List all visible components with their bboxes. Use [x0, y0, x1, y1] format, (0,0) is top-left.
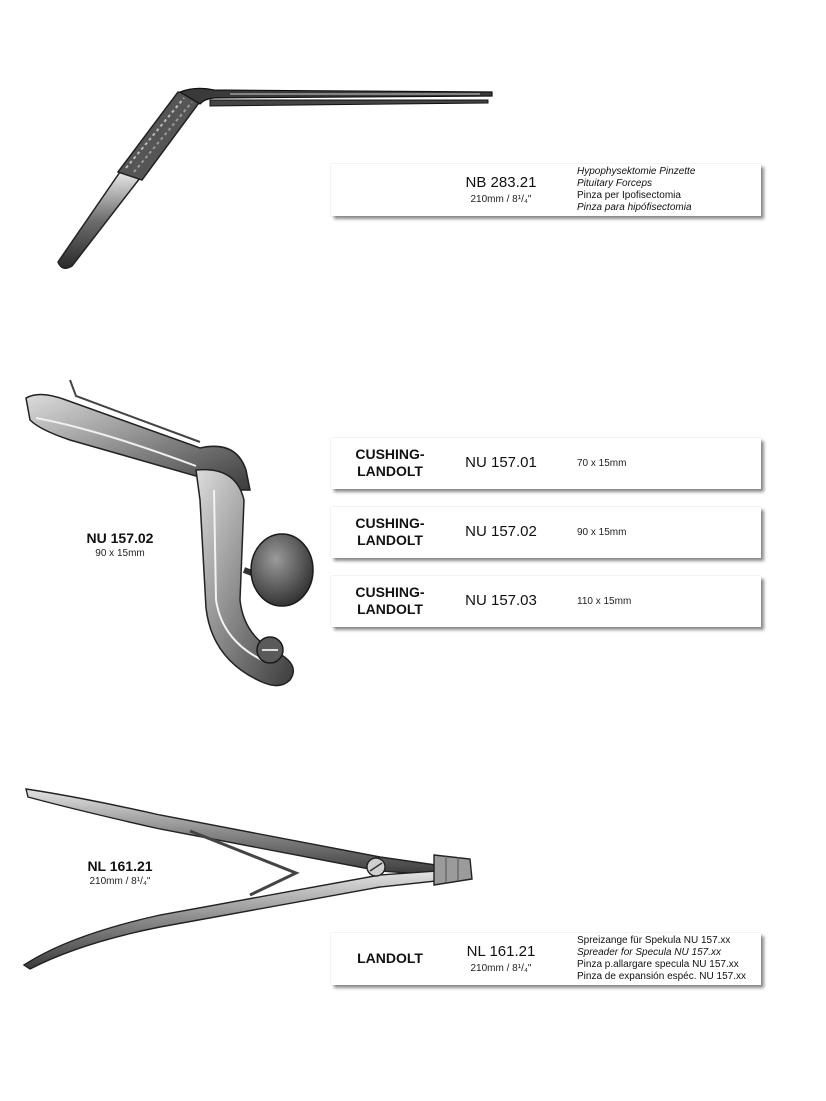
side-label-nl-161-21	[60, 858, 180, 887]
product-size: 210mm / 8¹/₄"	[470, 963, 532, 974]
product-code: NU 157.02	[465, 523, 537, 540]
side-label-size: 210mm / 8¹/₄"	[89, 876, 151, 887]
description-es: Pinza de expansión espéc. NU 157.xx	[577, 971, 746, 982]
product-info-bar-nu-157-03	[331, 576, 761, 627]
product-descriptions	[577, 166, 695, 214]
description-it: Pinza per Ipofisectomia	[577, 190, 681, 201]
product-descriptions	[577, 935, 746, 983]
brand-name	[331, 446, 449, 480]
product-info-bar-nu-157-01	[331, 438, 761, 489]
product-size: 210mm / 8¹/₄"	[470, 194, 532, 205]
description-de: Hypophysektomie Pinzette	[577, 166, 696, 177]
brand-line-1: CUSHING-	[355, 584, 425, 600]
side-label-size: 90 x 15mm	[95, 548, 145, 559]
side-label-code: NU 157.02	[86, 530, 154, 546]
description-it: Pinza p.allargare specula NU 157.xx	[577, 959, 739, 970]
brand-line-2: LANDOLT	[357, 601, 423, 617]
product-info-bar-nl-161-21	[331, 933, 761, 985]
product-size: 70 x 15mm	[577, 458, 627, 469]
brand-line-1: CUSHING-	[355, 446, 425, 462]
product-size: 90 x 15mm	[577, 527, 627, 538]
description-en: Spreader for Specula NU 157.xx	[577, 947, 721, 958]
brand-line-1: CUSHING-	[355, 515, 425, 531]
product-info-bar-nb-283-21	[331, 164, 761, 216]
brand-name: LANDOLT	[357, 950, 423, 966]
brand-name	[331, 515, 449, 549]
brand-line-2: LANDOLT	[357, 532, 423, 548]
side-label-code: NL 161.21	[87, 858, 153, 874]
description-es: Pinza para hipófisectomia	[577, 202, 692, 213]
product-code: NU 157.01	[465, 454, 537, 471]
brand-line-2: LANDOLT	[357, 463, 423, 479]
product-code: NU 157.03	[465, 592, 537, 609]
pituitary-forceps-image	[0, 0, 826, 300]
product-size: 110 x 15mm	[577, 596, 632, 607]
product-code: NB 283.21	[465, 174, 537, 191]
product-code: NL 161.21	[466, 943, 536, 960]
side-label-nu-157-02	[60, 530, 180, 559]
product-info-bar-nu-157-02	[331, 507, 761, 558]
description-de: Spreizange für Spekula NU 157.xx	[577, 935, 731, 946]
brand-name	[331, 584, 449, 618]
description-en: Pituitary Forceps	[577, 178, 653, 189]
